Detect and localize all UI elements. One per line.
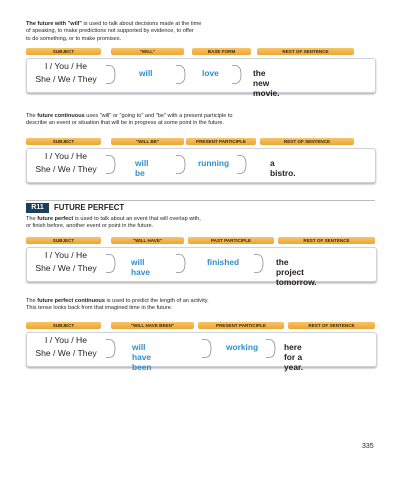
intro-paragraph-future-continuous: The future continuous uses "will" or "going to" and "be" with a present participle to describe an event or situation that will be in progress at some point in the future. (26, 113, 233, 127)
header-rest-of-sentence: REST OF SENTENCE (260, 138, 354, 145)
connector-icon (106, 65, 116, 84)
section-tag: R11 (26, 203, 49, 213)
header-present-participle: PRESENT PARTICIPLE (186, 138, 256, 145)
header-will-be: "WILL BE" (111, 138, 184, 145)
intro-paragraph-future-perfect-continuous: The future perfect continuous is used to predict the length of an activity. This tense looks back from that imagined time in the future. (26, 298, 209, 312)
connector-icon (106, 254, 116, 273)
term-future-perfect-continuous: future perfect continuous (37, 298, 105, 304)
subject-pronouns: I / You / He She / We / They (35, 335, 97, 358)
header-will-have: "WILL HAVE" (111, 237, 184, 244)
header-subject: SUBJECT (26, 138, 101, 145)
rest-of-sentence-text: here for a year. (284, 342, 304, 372)
connector-icon (176, 155, 186, 174)
present-participle-word: running (198, 158, 230, 168)
header-base-form: BASE FORM (192, 48, 251, 55)
header-present-participle: PRESENT PARTICIPLE (198, 322, 284, 329)
term-future-continuous: future continuous (37, 113, 85, 119)
header-subject: SUBJECT (26, 322, 101, 329)
past-participle-word: finished (207, 257, 240, 267)
subject-pronouns: I / You / He She / We / They (35, 250, 97, 273)
subject-pronouns: I / You / He She / We / They (35, 61, 97, 84)
header-will-have-been: "WILL HAVE BEEN" (111, 322, 194, 329)
intro-paragraph-future-perfect: The future perfect is used to talk about an event that will overlap with, or finish before, another event or point in the future. (26, 216, 201, 230)
connector-icon (176, 65, 186, 84)
header-past-participle: PAST PARTICIPLE (188, 237, 274, 244)
connector-icon (254, 254, 264, 273)
subject-pronouns: I / You / He She / We / They (35, 151, 97, 174)
will-be-word: will be (135, 158, 149, 178)
will-have-been-word: will have been (132, 342, 152, 372)
header-subject: SUBJECT (26, 48, 101, 55)
base-form-word: love (202, 68, 219, 78)
connector-icon (106, 155, 116, 174)
section-title: FUTURE PERFECT (54, 203, 125, 212)
present-participle-word: working (226, 342, 259, 352)
header-rest-of-sentence: REST OF SENTENCE (257, 48, 354, 55)
term-future-perfect: future perfect (37, 216, 74, 222)
connector-icon (266, 339, 276, 358)
connector-icon (202, 339, 212, 358)
header-rest-of-sentence: REST OF SENTENCE (288, 322, 375, 329)
header-will: "WILL" (111, 48, 184, 55)
will-have-word: will have (131, 257, 151, 277)
page-number: 335 (362, 443, 374, 450)
connector-icon (237, 155, 247, 174)
term-future-will: The future with "will" (26, 21, 82, 27)
intro-paragraph-will: The future with "will" is used to talk about decisions made at the time of speaking, to make predictions not supported by evidence, to offer to do something, or to make promises. (26, 21, 202, 42)
rest-of-sentence-text: the new movie. (253, 68, 280, 98)
header-subject: SUBJECT (26, 237, 101, 244)
connector-icon (176, 254, 186, 273)
rest-of-sentence-text: a bistro. (270, 158, 296, 178)
connector-icon (106, 339, 116, 358)
header-rest-of-sentence: REST OF SENTENCE (278, 237, 375, 244)
connector-icon (232, 65, 242, 84)
will-word: will (139, 68, 153, 78)
rest-of-sentence-text: the project tomorrow. (276, 257, 317, 287)
section-divider (26, 200, 375, 201)
